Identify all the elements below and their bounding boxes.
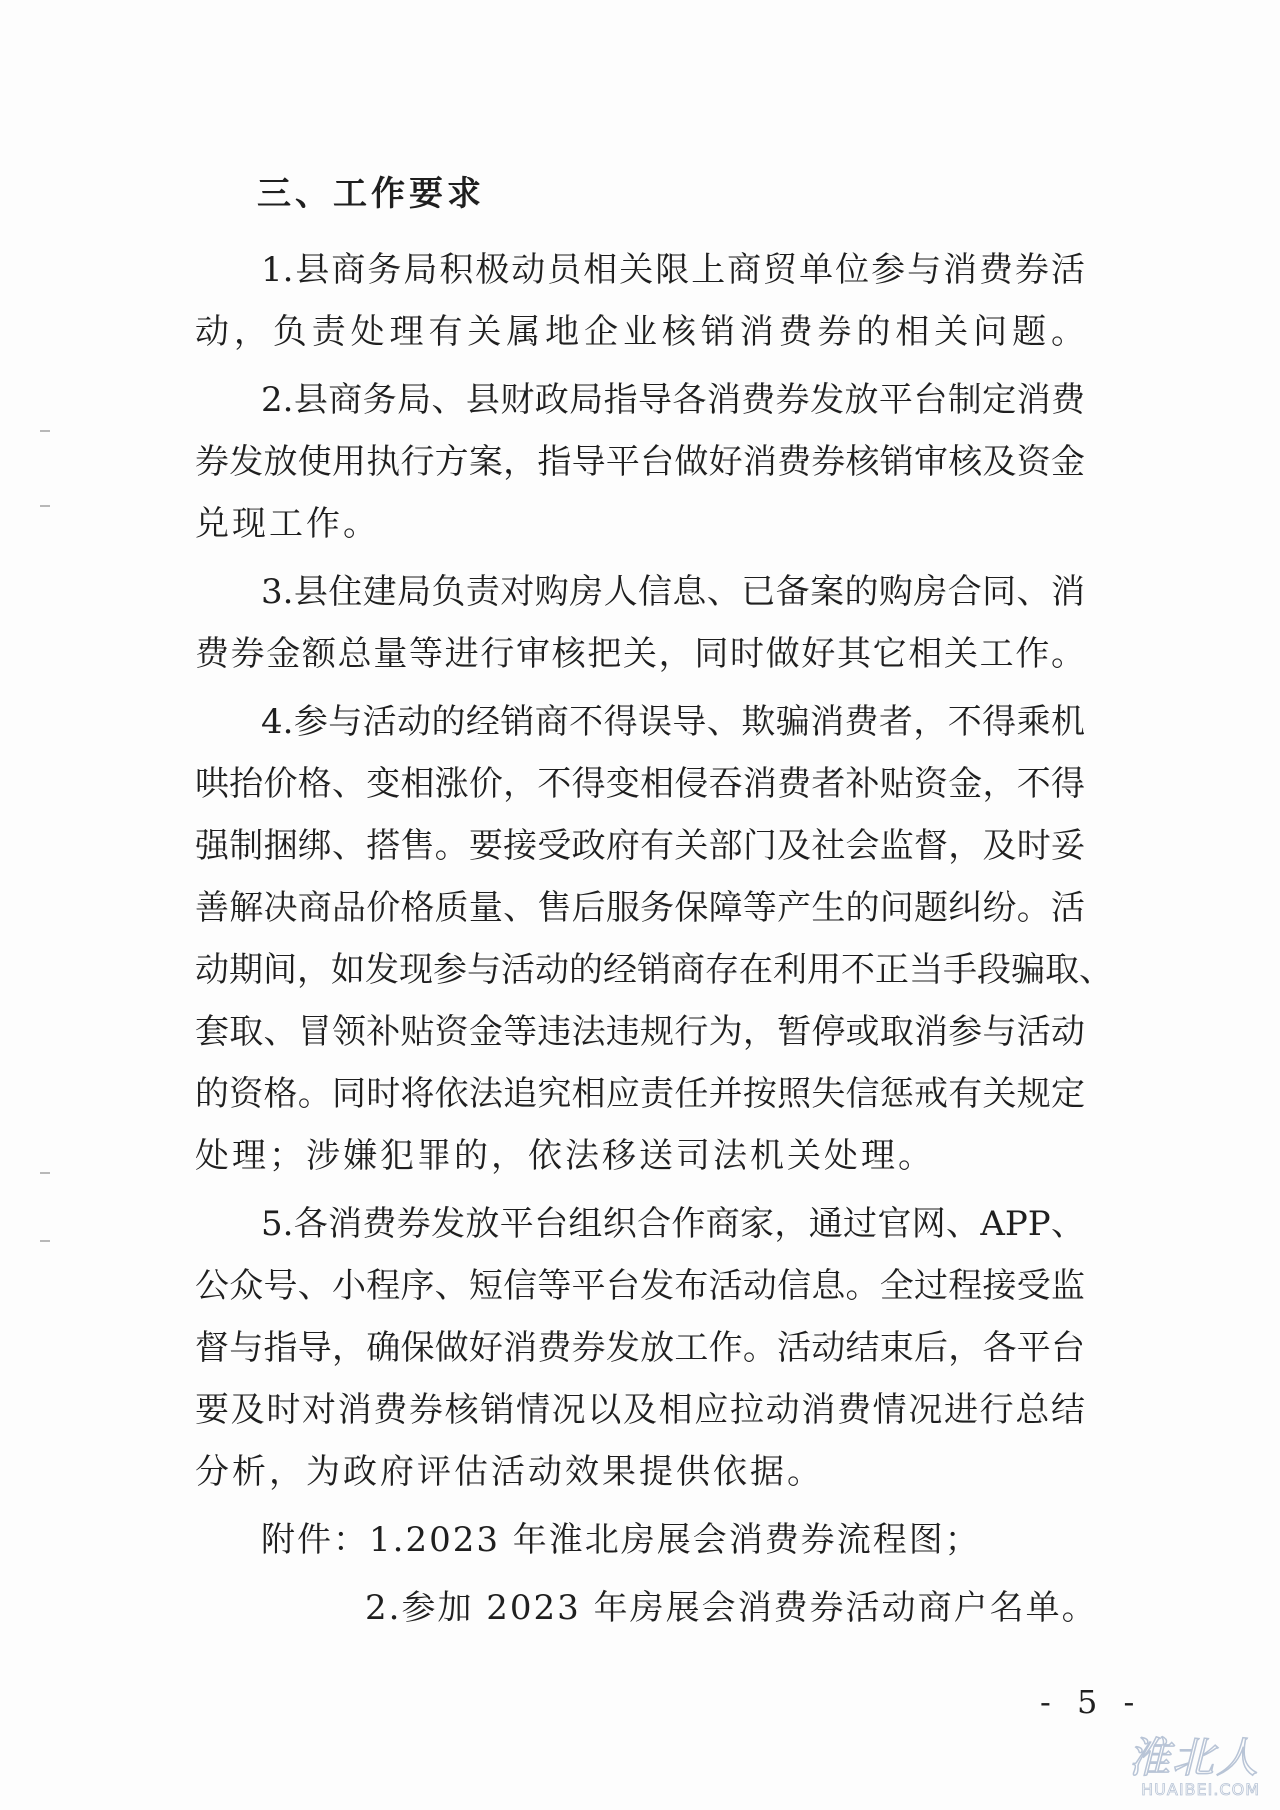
paragraph-3-line-2: 费券金额总量等进行审核把关，同时做好其它相关工作。 — [195, 634, 1085, 674]
paragraph-4-line-2: 哄抬价格、变相涨价，不得变相侵吞消费者补贴资金，不得 — [195, 764, 1085, 804]
paragraph-4-line-7: 的资格。同时将依法追究相应责任并按照失信惩戒有关规定 — [195, 1074, 1085, 1114]
scan-mark — [40, 1172, 50, 1174]
paragraph-4-line-4: 善解决商品价格质量、售后服务保障等产生的问题纠纷。活 — [195, 888, 1085, 928]
paragraph-4-line-3: 强制捆绑、搭售。要接受政府有关部门及社会监督，及时妥 — [195, 826, 1085, 866]
watermark-text-en: HUAIBEI.COM — [1141, 1780, 1260, 1799]
scan-mark — [40, 430, 50, 432]
scan-mark — [40, 1240, 50, 1242]
paragraph-3-line-1: 3.县住建局负责对购房人信息、已备案的购房合同、消 — [261, 572, 1085, 612]
paragraph-1-line-1: 1.县商务局积极动员相关限上商贸单位参与消费券活 — [261, 250, 1085, 290]
paragraph-2-line-1: 2.县商务局、县财政局指导各消费券发放平台制定消费 — [261, 380, 1085, 420]
scan-mark — [40, 505, 50, 507]
paragraph-5-line-3: 督与指导，确保做好消费券发放工作。活动结束后，各平台 — [195, 1328, 1085, 1368]
watermark-logo — [1072, 1735, 1272, 1805]
paragraph-5-line-4: 要及时对消费券核销情况以及相应拉动消费情况进行总结 — [195, 1390, 1085, 1430]
section-heading: 三、工作要求 — [257, 174, 485, 214]
attachment-line-1: 附件：1.2023 年淮北房展会消费券流程图； — [261, 1520, 981, 1560]
paragraph-5-line-5: 分析，为政府评估活动效果提供依据。 — [195, 1452, 824, 1492]
page-number: - 5 - — [1040, 1683, 1143, 1721]
paragraph-1-line-2: 动，负责处理有关属地企业核销消费券的相关问题。 — [195, 312, 1085, 352]
paragraph-5-line-1: 5.各消费券发放平台组织合作商家，通过官网、APP、 — [261, 1204, 1085, 1244]
paragraph-2-line-2: 券发放使用执行方案，指导平台做好消费券核销审核及资金 — [195, 442, 1085, 482]
paragraph-4-line-6: 套取、冒领补贴资金等违法违规行为，暂停或取消参与活动 — [195, 1012, 1085, 1052]
paragraph-2-line-3: 兑现工作。 — [195, 504, 380, 544]
paragraph-4-line-5: 动期间，如发现参与活动的经销商存在利用不正当手段骗取、 — [195, 950, 1113, 990]
attachment-line-2: 2.参加 2023 年房展会消费券活动商户名单。 — [365, 1588, 1098, 1628]
watermark-text-cn: 淮北人 — [1127, 1733, 1260, 1782]
paragraph-4-line-1: 4.参与活动的经销商不得误导、欺骗消费者，不得乘机 — [261, 702, 1085, 742]
paragraph-5-line-2: 公众号、小程序、短信等平台发布活动信息。全过程接受监 — [195, 1266, 1085, 1306]
paragraph-4-line-8: 处理；涉嫌犯罪的，依法移送司法机关处理。 — [195, 1136, 935, 1176]
